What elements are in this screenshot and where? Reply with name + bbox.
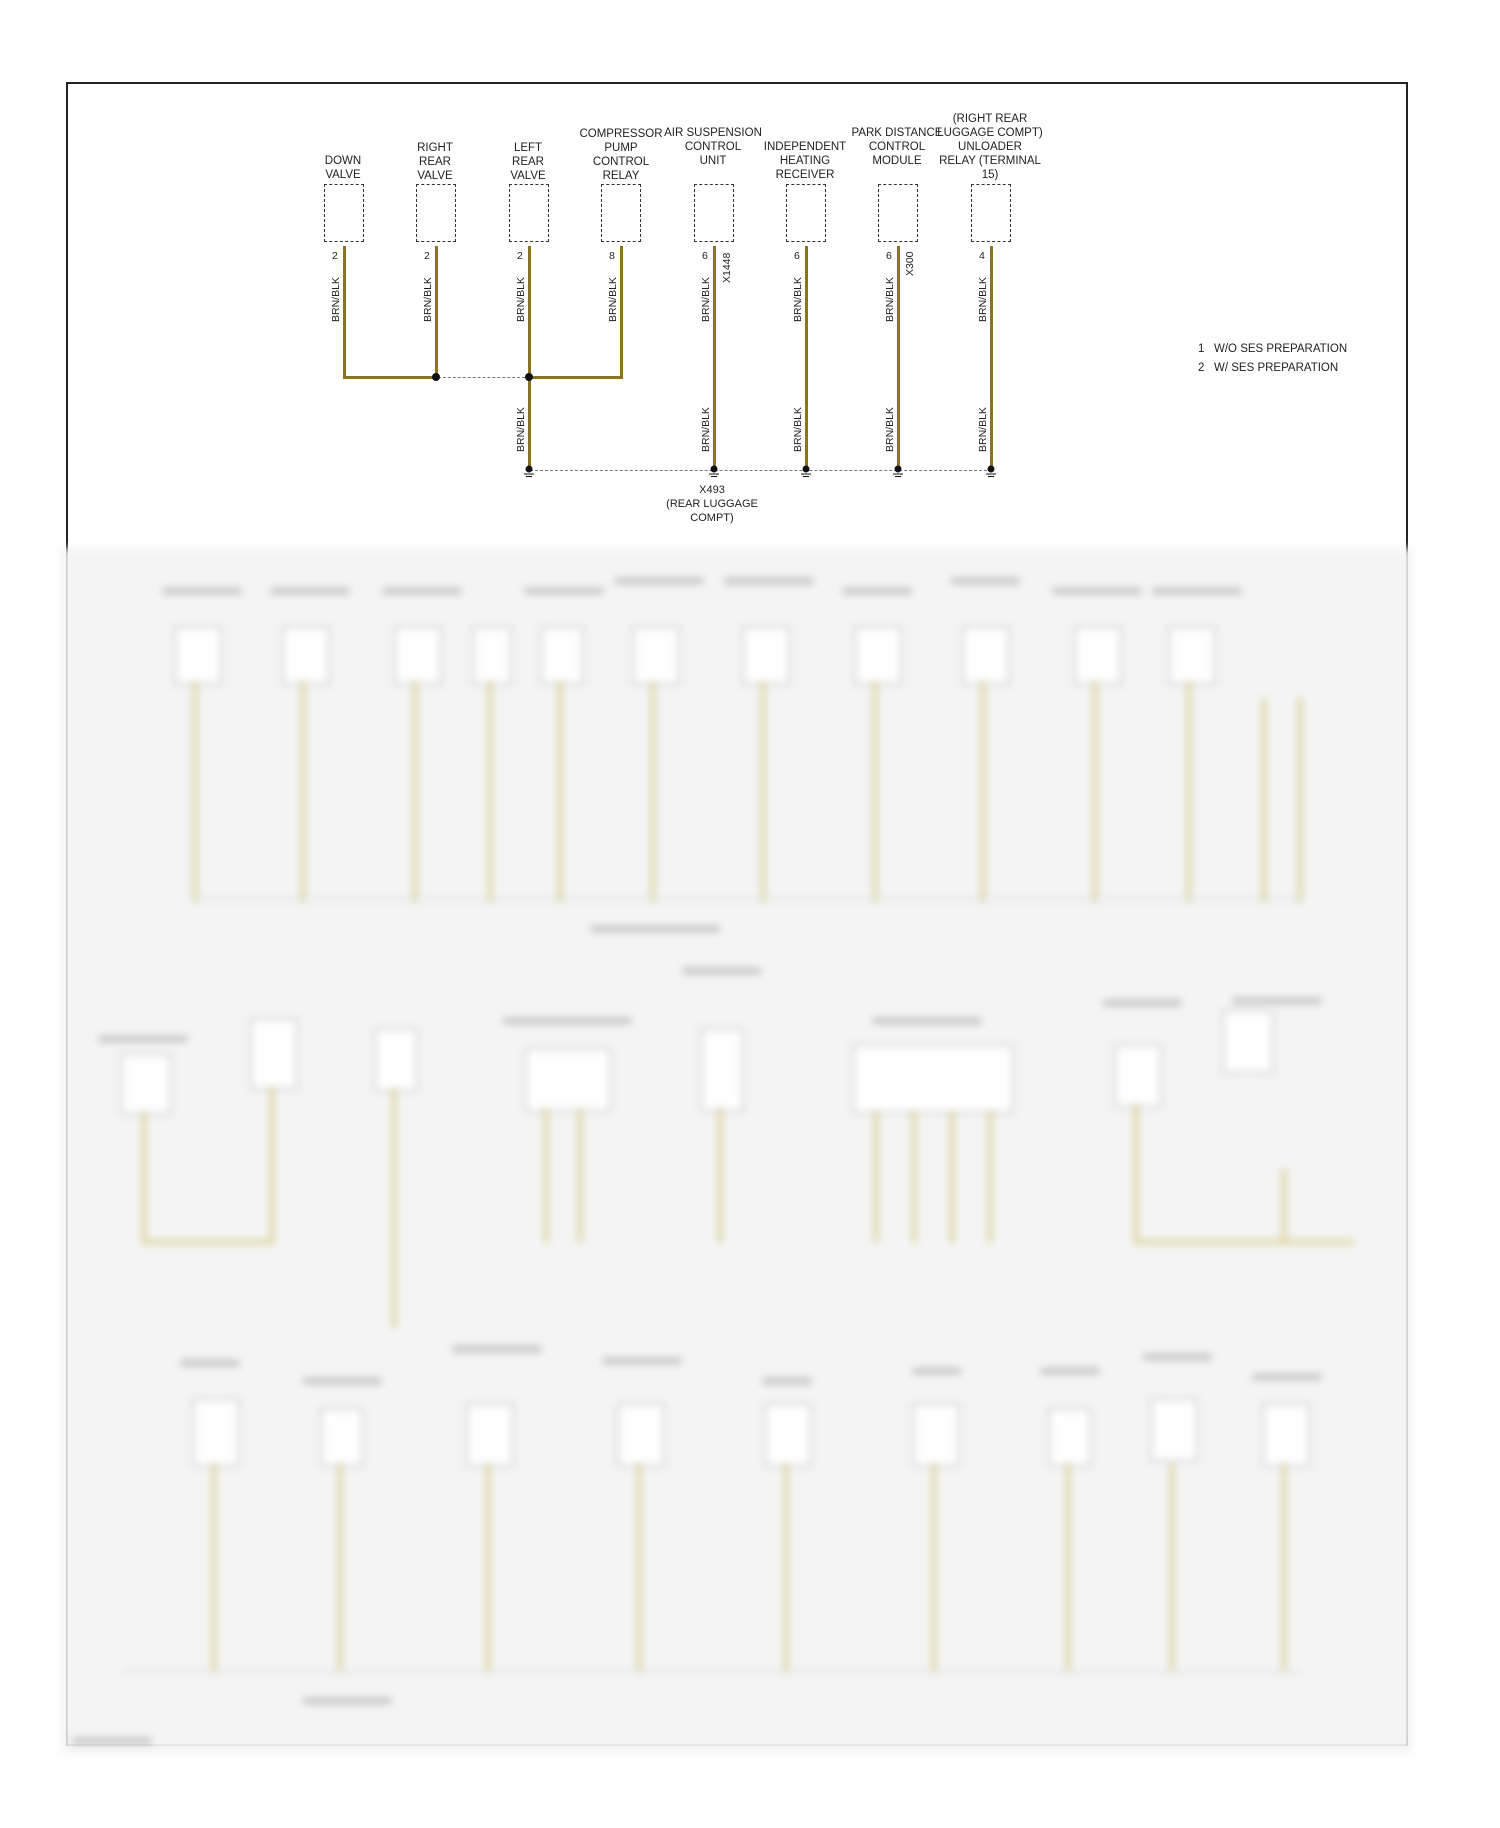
blurred-component bbox=[174, 626, 222, 685]
blurred-wire bbox=[578, 1108, 582, 1243]
component-label-air-suspension-control-unit: AIR SUSPENSION CONTROL UNIT bbox=[664, 127, 762, 167]
blurred-wire bbox=[651, 681, 655, 903]
wire-air-suspension-unit bbox=[713, 246, 716, 468]
blurred-label bbox=[1152, 588, 1242, 594]
legend-item: 1 W/O SES PREPARATION bbox=[1198, 343, 1348, 355]
blurred-component bbox=[912, 1403, 960, 1467]
wire-splice-right bbox=[528, 376, 623, 379]
blurred-wire bbox=[718, 1108, 722, 1243]
blurred-wire bbox=[784, 1463, 788, 1673]
blurred-wire bbox=[761, 681, 765, 903]
wire-left-rear-valve bbox=[528, 246, 531, 468]
blurred-wire bbox=[637, 1463, 641, 1673]
wire-park-distance-module bbox=[897, 246, 900, 468]
blurred-label bbox=[614, 578, 704, 584]
wire-color-label: BRN/BLK bbox=[607, 277, 619, 322]
ground-icon bbox=[522, 464, 536, 478]
blurred-component bbox=[394, 626, 442, 685]
pin-number: 2 bbox=[517, 250, 523, 262]
blurred-wire bbox=[142, 1111, 146, 1243]
blurred-label bbox=[602, 1358, 682, 1364]
blurred-wire bbox=[338, 1463, 342, 1673]
connector-independent-heating-receiver bbox=[786, 184, 826, 242]
blurred-component bbox=[374, 1028, 418, 1092]
blurred-wire bbox=[270, 1086, 274, 1244]
blurred-wire bbox=[912, 1110, 916, 1243]
wire-color-label: BRN/BLK bbox=[515, 407, 527, 452]
ground-icon bbox=[707, 464, 721, 478]
blurred-wire bbox=[932, 1463, 936, 1673]
pin-number: 6 bbox=[886, 250, 892, 262]
wire-color-label: BRN/BLK bbox=[422, 277, 434, 322]
wire-color-label: BRN/BLK bbox=[884, 407, 896, 452]
blurred-label bbox=[72, 1738, 152, 1744]
blurred-bus bbox=[122, 1670, 1302, 1672]
optional-link-dashed bbox=[438, 377, 530, 378]
wire-color-label: BRN/BLK bbox=[700, 407, 712, 452]
blurred-wire bbox=[988, 1110, 992, 1243]
connector-right-rear-valve bbox=[416, 184, 456, 242]
connector-air-suspension-unit bbox=[694, 184, 734, 242]
blurred-label bbox=[724, 578, 814, 584]
blurred-label bbox=[162, 588, 242, 594]
blurred-wire bbox=[874, 1110, 878, 1243]
blurred-wire bbox=[1282, 1463, 1286, 1673]
connector-park-distance-module bbox=[878, 184, 918, 242]
wire-color-label: BRN/BLK bbox=[700, 277, 712, 322]
blurred-bus bbox=[193, 898, 1303, 900]
blurred-component bbox=[472, 626, 512, 685]
blurred-component bbox=[320, 1408, 364, 1467]
wire-color-label: BRN/BLK bbox=[792, 407, 804, 452]
blurred-label bbox=[1232, 998, 1322, 1004]
wire-unloader-relay bbox=[990, 246, 993, 468]
blurred-label bbox=[302, 1698, 392, 1704]
blurred-preview-area bbox=[62, 548, 1412, 1753]
connector-compressor-pump-relay bbox=[601, 184, 641, 242]
blurred-wire bbox=[301, 681, 305, 903]
ground-point-label: X493 (REAR LUGGAGE COMPT) bbox=[666, 484, 758, 524]
blurred-label bbox=[1040, 1368, 1100, 1374]
component-label-unloader-relay: (RIGHT REAR LUGGAGE COMPT) UNLOADER RELAY (TERMINAL 15) bbox=[937, 113, 1043, 181]
blurred-label bbox=[1102, 1000, 1182, 1006]
blurred-component bbox=[120, 1053, 172, 1115]
blurred-component bbox=[764, 1403, 812, 1467]
blurred-component bbox=[1074, 626, 1122, 685]
blurred-component bbox=[1150, 1398, 1198, 1462]
ground-icon bbox=[984, 464, 998, 478]
component-label-left-rear-valve: LEFT REAR VALVE bbox=[510, 142, 546, 182]
connector-down-valve bbox=[324, 184, 364, 242]
component-label-compressor-pump-control-relay: COMPRESSOR PUMP CONTROL RELAY bbox=[579, 128, 663, 182]
blurred-wire bbox=[413, 681, 417, 903]
blurred-label bbox=[502, 1018, 632, 1024]
wire-color-label: BRN/BLK bbox=[792, 277, 804, 322]
blurred-wire bbox=[212, 1463, 216, 1673]
connector-unloader-relay bbox=[971, 184, 1011, 242]
pin-number: 2 bbox=[424, 250, 430, 262]
component-label-down-valve: DOWN VALVE bbox=[324, 155, 362, 181]
blurred-component bbox=[852, 1044, 1014, 1114]
blurred-component bbox=[282, 626, 330, 685]
component-label-park-distance-control-module: PARK DISTANCE CONTROL MODULE bbox=[851, 127, 943, 167]
blurred-label bbox=[382, 588, 462, 594]
blurred-label bbox=[950, 578, 1020, 584]
blurred-component bbox=[617, 1403, 665, 1467]
blurred-label bbox=[682, 968, 762, 974]
blurred-wire bbox=[392, 1088, 396, 1328]
wire-color-label: BRN/BLK bbox=[977, 407, 989, 452]
blurred-wire bbox=[1134, 1104, 1138, 1243]
blurred-wire bbox=[1282, 1168, 1286, 1243]
blurred-wire bbox=[488, 681, 492, 903]
splice-point bbox=[432, 373, 440, 381]
wire-right-rear-valve bbox=[435, 246, 438, 378]
blurred-wire bbox=[1170, 1463, 1174, 1673]
wire-compressor-relay bbox=[620, 246, 623, 378]
blurred-component bbox=[466, 1403, 514, 1467]
blurred-component bbox=[250, 1018, 298, 1090]
wire-down-valve bbox=[343, 246, 346, 378]
blurred-wire bbox=[1134, 1240, 1354, 1244]
blurred-label bbox=[1052, 588, 1142, 594]
blurred-component bbox=[854, 626, 902, 685]
blurred-wire bbox=[1262, 698, 1266, 903]
blurred-label bbox=[180, 1360, 240, 1366]
blurred-label bbox=[762, 1378, 812, 1384]
blurred-component bbox=[1262, 1403, 1310, 1467]
wire-color-label: BRN/BLK bbox=[977, 277, 989, 322]
blurred-label bbox=[270, 588, 350, 594]
connector-left-rear-valve bbox=[509, 184, 549, 242]
blurred-wire bbox=[1187, 681, 1191, 903]
blurred-label bbox=[452, 1346, 542, 1352]
blurred-label bbox=[842, 588, 912, 594]
blurred-wire bbox=[193, 681, 197, 903]
wire-heating-receiver bbox=[805, 246, 808, 468]
blurred-wire bbox=[544, 1108, 548, 1243]
component-label-right-rear-valve: RIGHT REAR VALVE bbox=[417, 142, 453, 182]
blurred-component bbox=[1048, 1408, 1092, 1467]
pin-number: 6 bbox=[702, 250, 708, 262]
wire-splice-left bbox=[343, 376, 438, 379]
blurred-wire bbox=[486, 1463, 490, 1673]
blurred-label bbox=[524, 588, 604, 594]
blurred-label bbox=[872, 1018, 982, 1024]
blurred-label bbox=[1252, 1374, 1322, 1380]
blurred-wire bbox=[1298, 698, 1302, 903]
pin-number: 6 bbox=[794, 250, 800, 262]
blurred-wire bbox=[558, 681, 562, 903]
blurred-label bbox=[912, 1368, 962, 1374]
ground-bus-dashed bbox=[530, 470, 992, 471]
component-label-independent-heating-receiver: INDEPENDENT HEATING RECEIVER bbox=[763, 141, 847, 181]
wire-color-label: BRN/BLK bbox=[884, 277, 896, 322]
connector-id-x300: X300 bbox=[904, 251, 916, 276]
blurred-component bbox=[632, 626, 680, 685]
wire-color-label: BRN/BLK bbox=[330, 277, 342, 322]
blurred-wire bbox=[981, 681, 985, 903]
ground-icon bbox=[891, 464, 905, 478]
pin-number: 8 bbox=[609, 250, 615, 262]
blurred-component bbox=[1168, 626, 1216, 685]
blurred-component bbox=[962, 626, 1010, 685]
blurred-label bbox=[302, 1378, 382, 1384]
blurred-wire bbox=[142, 1240, 272, 1244]
blurred-component bbox=[1222, 1010, 1274, 1074]
blurred-component bbox=[1114, 1044, 1162, 1108]
blurred-wire bbox=[1066, 1463, 1070, 1673]
legend-item: 2 W/ SES PREPARATION bbox=[1198, 362, 1339, 374]
blurred-component bbox=[192, 1398, 240, 1467]
blurred-label bbox=[98, 1036, 188, 1042]
connector-id-x1448: X1448 bbox=[721, 252, 733, 283]
blurred-component bbox=[742, 626, 790, 685]
pin-number: 2 bbox=[332, 250, 338, 262]
wire-color-label: BRN/BLK bbox=[515, 277, 527, 322]
blurred-label bbox=[590, 926, 720, 932]
blurred-component bbox=[524, 1048, 612, 1112]
blurred-label bbox=[1142, 1354, 1212, 1360]
ground-icon bbox=[799, 464, 813, 478]
blurred-wire bbox=[873, 681, 877, 903]
splice-point bbox=[525, 373, 533, 381]
blurred-component bbox=[540, 626, 584, 685]
pin-number: 4 bbox=[979, 250, 985, 262]
blurred-wire bbox=[950, 1110, 954, 1243]
blurred-wire bbox=[1093, 681, 1097, 903]
blurred-component bbox=[700, 1028, 744, 1112]
